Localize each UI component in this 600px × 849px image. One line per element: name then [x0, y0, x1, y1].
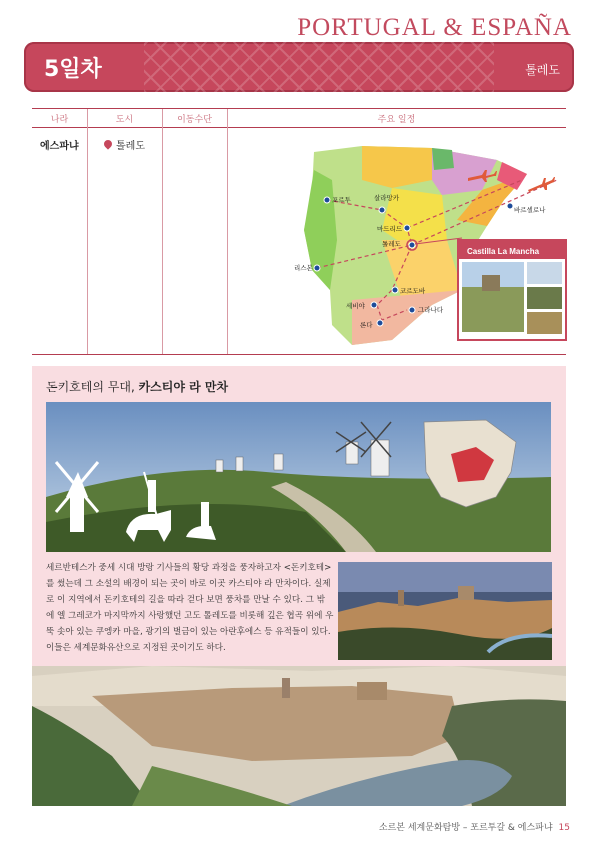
day-banner [24, 42, 574, 92]
banner-pattern [144, 42, 494, 92]
map-label-toledo: 톨레도 [382, 240, 401, 248]
day-label: 5일차 [44, 57, 102, 82]
map-label-lisbon: 리스본 [294, 264, 313, 272]
map-label-salamanca: 살라망카 [374, 194, 400, 202]
table-header [32, 109, 566, 128]
map-label-madrid: 마드리드 [377, 225, 403, 233]
section-title-prefix: 돈키호테의 무대, [46, 380, 139, 394]
toledo-city-photo [32, 666, 566, 806]
map-label-ronda: 론다 [360, 321, 373, 329]
footer-text: 소르본 세계문화탐방 – 포르투갈 & 에스파냐 [378, 823, 553, 833]
header-transport: 이동수단 [177, 115, 212, 125]
para-line: 를 썼는데 그 소설의 배경이 되는 곳이 바로 이곳 카스티야 라 만차이다. 실제 [46, 579, 331, 589]
location-pin-icon [102, 138, 113, 149]
castilla-inset [458, 240, 566, 340]
toledo-evening-photo [338, 562, 552, 660]
inset-title: Castilla La Mancha [467, 247, 540, 256]
country-cell: 에스파냐 [40, 141, 79, 152]
para-line: 세르반테스가 중세 시대 방랑 기사들의 황당 과정을 풍자하고자 <돈키호테> [46, 563, 332, 573]
map-label-porto: 포르투 [332, 196, 351, 204]
para-line: 로 이 지역에서 돈키호테의 길을 따라 걷다 보면 풍차를 만날 수 있다. 그 밖 [46, 595, 325, 605]
route-map [282, 140, 572, 350]
section-title [46, 378, 228, 395]
map-label-cordoba: 코르도바 [400, 287, 426, 295]
para-line: 에 엘 그레코가 마지막까지 사랑했던 고도 톨레도를 비롯해 깊은 협곡 위에 우 [46, 611, 334, 621]
page-number: 15 [558, 823, 570, 833]
windmill-panorama [46, 402, 551, 552]
info-panel [32, 366, 566, 806]
section-title-bold: 카스티야 라 만차 [138, 380, 229, 394]
para-line: 이들은 세계문화유산으로 지정된 곳이기도 하다. [46, 643, 226, 653]
description-paragraph [46, 560, 336, 656]
page-footer [379, 820, 570, 833]
map-label-seville: 세비야 [346, 302, 365, 310]
brand-title: PORTUGAL & ESPAÑA [297, 14, 572, 41]
city-cell-label: 톨레도 [116, 141, 145, 152]
map-label-barcelona: 바르셀로나 [514, 206, 546, 214]
header-schedule: 주요 일정 [377, 115, 416, 125]
day-city: 톨레도 [525, 63, 560, 77]
para-line: 뚝 솟아 있는 쿠엥카 마을, 광기의 벌금이 있는 아란후에스 등 유적들이 있다. [46, 627, 331, 637]
city-cell [104, 137, 145, 152]
header-city: 도시 [115, 115, 134, 125]
header-country: 나라 [50, 115, 69, 125]
map-label-granada: 그라나다 [418, 306, 444, 314]
